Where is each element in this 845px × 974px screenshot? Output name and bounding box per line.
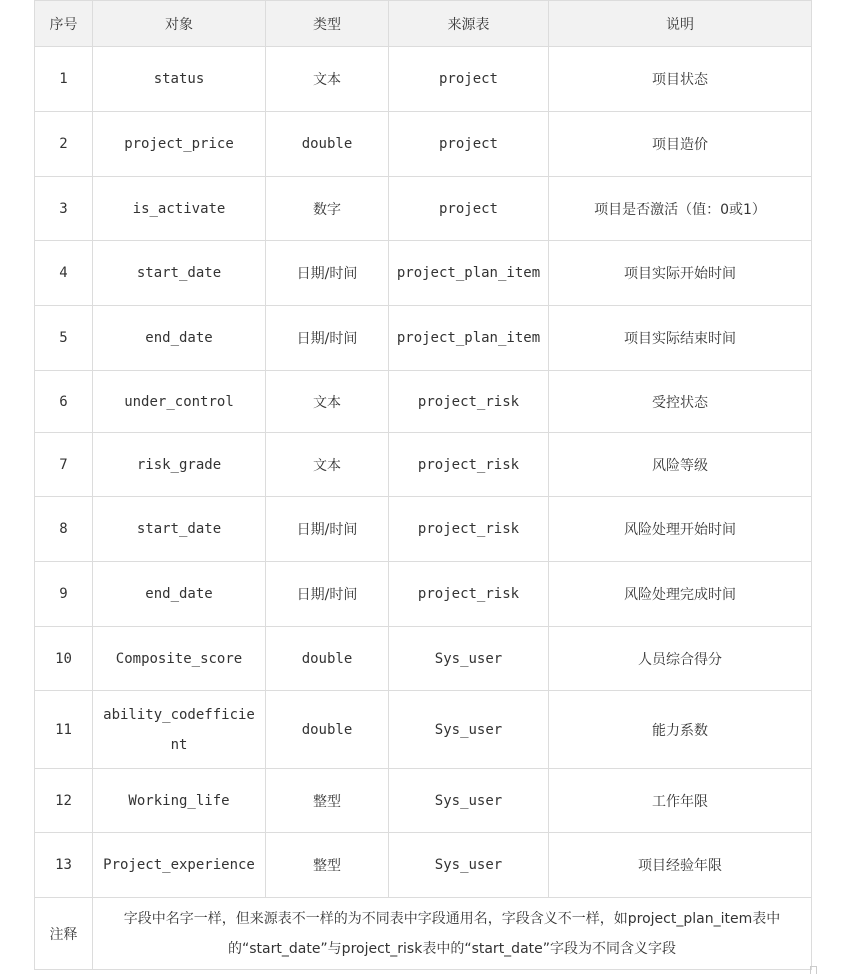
cell-source: Sys_user [389,691,549,769]
cell-object: Project_experience [93,833,266,898]
cell-object: end_date [93,562,266,627]
header-type: 类型 [266,1,389,47]
cell-type: 文本 [266,47,389,112]
cell-source: project_plan_item [389,306,549,371]
cell-type: 整型 [266,769,389,833]
cell-source: project [389,177,549,241]
cell-type: double [266,691,389,769]
table-row [35,177,812,241]
cell-index: 8 [35,497,93,562]
cell-description: 受控状态 [549,371,812,433]
cell-index: 5 [35,306,93,371]
table-row [35,112,812,177]
cell-description: 风险等级 [549,433,812,497]
cell-source: Sys_user [389,627,549,691]
table-row [35,306,812,371]
table-row [35,627,812,691]
cell-type: 日期/时间 [266,241,389,306]
note-text: 字段中名字一样，但来源表不一样的为不同表中字段通用名，字段含义不一样，如project_plan_item表中的“start_date”与project_risk表中的“start_date”字段为不同含义字段 [93,898,812,970]
table-row [35,562,812,627]
cell-description: 项目状态 [549,47,812,112]
cell-source: Sys_user [389,769,549,833]
cell-index: 10 [35,627,93,691]
cell-description: 工作年限 [549,769,812,833]
cell-type: 文本 [266,433,389,497]
cell-description: 能力系数 [549,691,812,769]
cell-object: Working_life [93,769,266,833]
cell-source: project_risk [389,433,549,497]
cell-object: start_date [93,497,266,562]
cell-index: 2 [35,112,93,177]
cell-object: project_price [93,112,266,177]
cell-index: 7 [35,433,93,497]
cell-object: status [93,47,266,112]
cell-source: project_risk [389,497,549,562]
cell-index: 9 [35,562,93,627]
cell-source: project_risk [389,371,549,433]
cell-description: 项目是否激活（值：0或1） [549,177,812,241]
resize-handle [810,966,817,974]
cell-index: 3 [35,177,93,241]
table-row [35,433,812,497]
table-row [35,241,812,306]
cell-object: end_date [93,306,266,371]
cell-type: double [266,112,389,177]
cell-description: 风险处理开始时间 [549,497,812,562]
cell-description: 人员综合得分 [549,627,812,691]
cell-object: under_control [93,371,266,433]
header-source: 来源表 [389,1,549,47]
cell-object: ability_codefficient [93,691,266,769]
cell-type: 数字 [266,177,389,241]
note-label: 注释 [35,898,93,970]
cell-source: project [389,47,549,112]
table-header-row [35,1,812,47]
cell-object: risk_grade [93,433,266,497]
note-row [35,898,812,970]
cell-description: 项目造价 [549,112,812,177]
cell-object: is_activate [93,177,266,241]
cell-source: Sys_user [389,833,549,898]
table-row [35,769,812,833]
cell-description: 风险处理完成时间 [549,562,812,627]
table-row [35,833,812,898]
table-row [35,691,812,769]
table-row [35,371,812,433]
table-row [35,47,812,112]
cell-index: 11 [35,691,93,769]
cell-description: 项目实际开始时间 [549,241,812,306]
header-object: 对象 [93,1,266,47]
cell-index: 1 [35,47,93,112]
cell-description: 项目实际结束时间 [549,306,812,371]
cell-index: 4 [35,241,93,306]
cell-source: project_plan_item [389,241,549,306]
cell-index: 6 [35,371,93,433]
cell-object: Composite_score [93,627,266,691]
header-description: 说明 [549,1,812,47]
cell-type: 日期/时间 [266,497,389,562]
cell-type: 日期/时间 [266,306,389,371]
cell-type: 文本 [266,371,389,433]
cell-index: 12 [35,769,93,833]
cell-source: project_risk [389,562,549,627]
cell-index: 13 [35,833,93,898]
field-spec-table [34,0,812,970]
table-row [35,497,812,562]
cell-description: 项目经验年限 [549,833,812,898]
cell-source: project [389,112,549,177]
cell-type: 日期/时间 [266,562,389,627]
cell-object: start_date [93,241,266,306]
header-index: 序号 [35,1,93,47]
cell-type: double [266,627,389,691]
cell-type: 整型 [266,833,389,898]
